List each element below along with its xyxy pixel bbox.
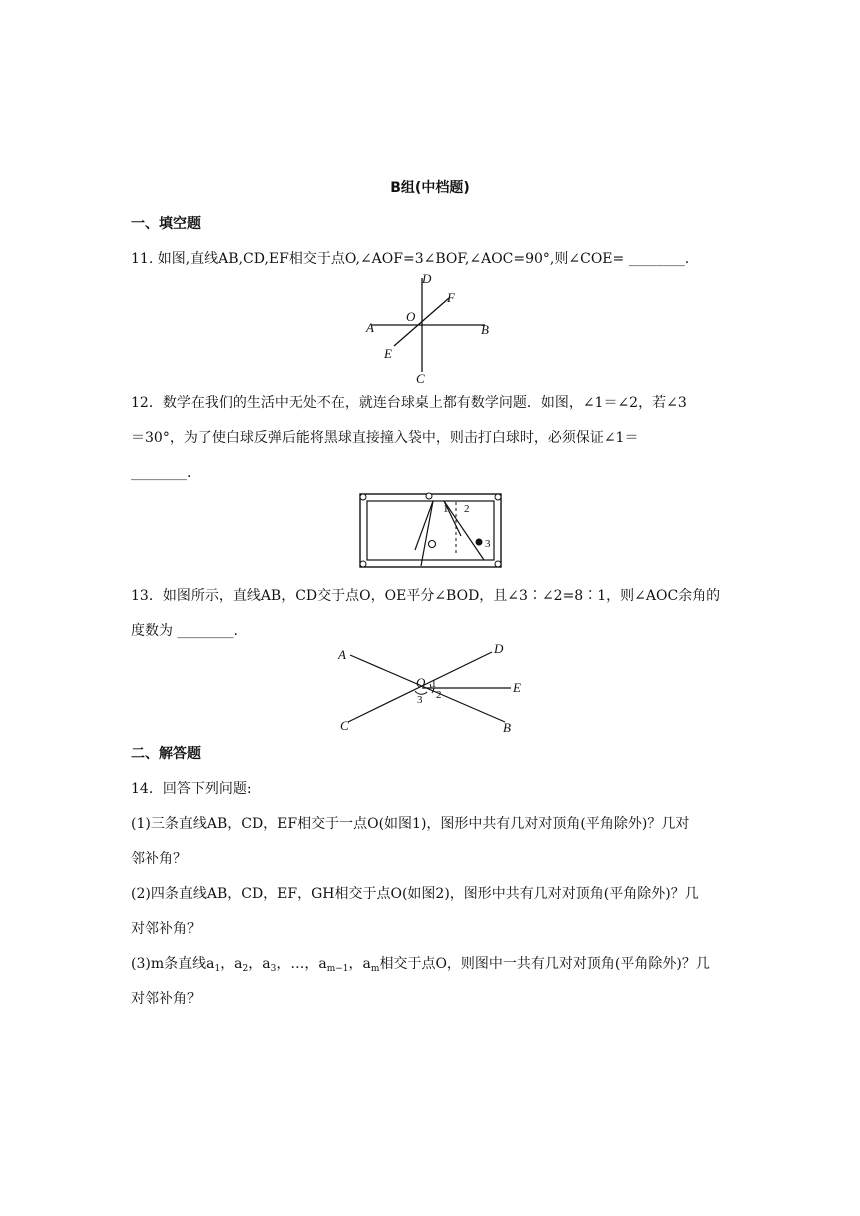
- angle-3-label: 3: [417, 694, 423, 706]
- question-12-line1: 12．数学在我们的生活中无处不在，就连台球桌上都有数学问题．如图，∠1＝∠2，若∠3: [131, 395, 687, 411]
- pocket-top-middle: [426, 493, 432, 499]
- p3-sub-m: m: [370, 964, 380, 974]
- section-title: B组(中档题): [390, 180, 470, 196]
- part2-heading: 二、解答题: [131, 746, 201, 762]
- label-B: B: [481, 322, 489, 337]
- p3-prefix: (3)m条直线a: [131, 956, 215, 972]
- p3-suffix: 相交于点O，则图中一共有几对对顶角(平角除外)？几: [379, 956, 710, 972]
- label-D: D: [494, 641, 504, 656]
- question-14-part3-line1: [131, 955, 710, 973]
- question-11-text: 11. 如图,直线AB,CD,EF相交于点O,∠AOF=3∠BOF,∠AOC=90°,则∠COE= ________.: [131, 251, 690, 267]
- question-14-part1-line1: (1)三条直线AB，CD，EF相交于一点O(如图1)，图形中共有几对对顶角(平角除外)？几对: [131, 816, 690, 832]
- figure-q12-billiard-table: [355, 488, 507, 572]
- pocket-top-right: [495, 494, 501, 500]
- question-12-line2: ＝30°，为了使白球反弹后能将黑球直接撞入袋中，则击打白球时，必须保证∠1＝: [131, 430, 639, 446]
- p3-sub-2: 2: [242, 964, 249, 974]
- part1-heading: 一、填空题: [131, 216, 201, 232]
- angle-2-label: 2: [436, 689, 442, 701]
- pocket-bottom-left: [360, 561, 366, 567]
- label-A: A: [338, 647, 346, 662]
- question-14-part2-line1: (2)四条直线AB，CD，EF，GH相交于点O(如图2)，图形中共有几对对顶角(平角除外)？几: [131, 886, 699, 902]
- p3-comma-4: ，a: [348, 956, 371, 972]
- question-14-part3-line2: 对邻补角？: [131, 991, 201, 1007]
- p3-comma-1: ，a: [220, 956, 243, 972]
- path-left: [421, 501, 433, 566]
- figure-q13: [330, 640, 530, 738]
- label-O: O: [416, 675, 426, 690]
- label-E: E: [384, 346, 392, 361]
- label-A: A: [366, 320, 374, 335]
- label-E: E: [513, 680, 521, 695]
- p3-comma-3: ，…，a: [276, 956, 327, 972]
- white-ball: [429, 541, 436, 548]
- angle-1-label: 1: [431, 678, 437, 690]
- label-O: O: [406, 309, 416, 324]
- black-ball: [476, 539, 483, 546]
- label-F: F: [447, 290, 455, 305]
- question-13-line1: 13．如图所示，直线AB，CD交于点O，OE平分∠BOD，且∠3∶∠2=8∶1，则∠AOC余角的: [131, 588, 721, 604]
- label-B: B: [503, 720, 511, 735]
- figure-q11: [360, 268, 510, 388]
- question-14-intro: 14．回答下列问题:: [131, 781, 252, 797]
- question-14-part2-line2: 对邻补角？: [131, 921, 201, 937]
- angle-2-label: 2: [464, 503, 470, 515]
- label-C: C: [340, 718, 349, 733]
- label-C: C: [416, 371, 425, 386]
- p3-sub-m-1: m−1: [326, 964, 349, 974]
- table-inner-frame: [367, 501, 494, 560]
- p3-sub-1: 1: [214, 964, 221, 974]
- p3-sub-3: 3: [270, 964, 277, 974]
- table-outer-frame: [360, 494, 501, 567]
- question-12-blank: ________.: [131, 465, 192, 481]
- pocket-top-left: [360, 494, 366, 500]
- question-13-line2: 度数为 ________.: [131, 623, 238, 639]
- p3-comma-2: ，a: [248, 956, 271, 972]
- label-D: D: [422, 271, 432, 286]
- question-14-part1-line2: 邻补角？: [131, 851, 187, 867]
- pocket-bottom-right: [495, 561, 501, 567]
- angle-3-label: 3: [485, 538, 491, 550]
- angle-1-label: 1: [443, 503, 449, 515]
